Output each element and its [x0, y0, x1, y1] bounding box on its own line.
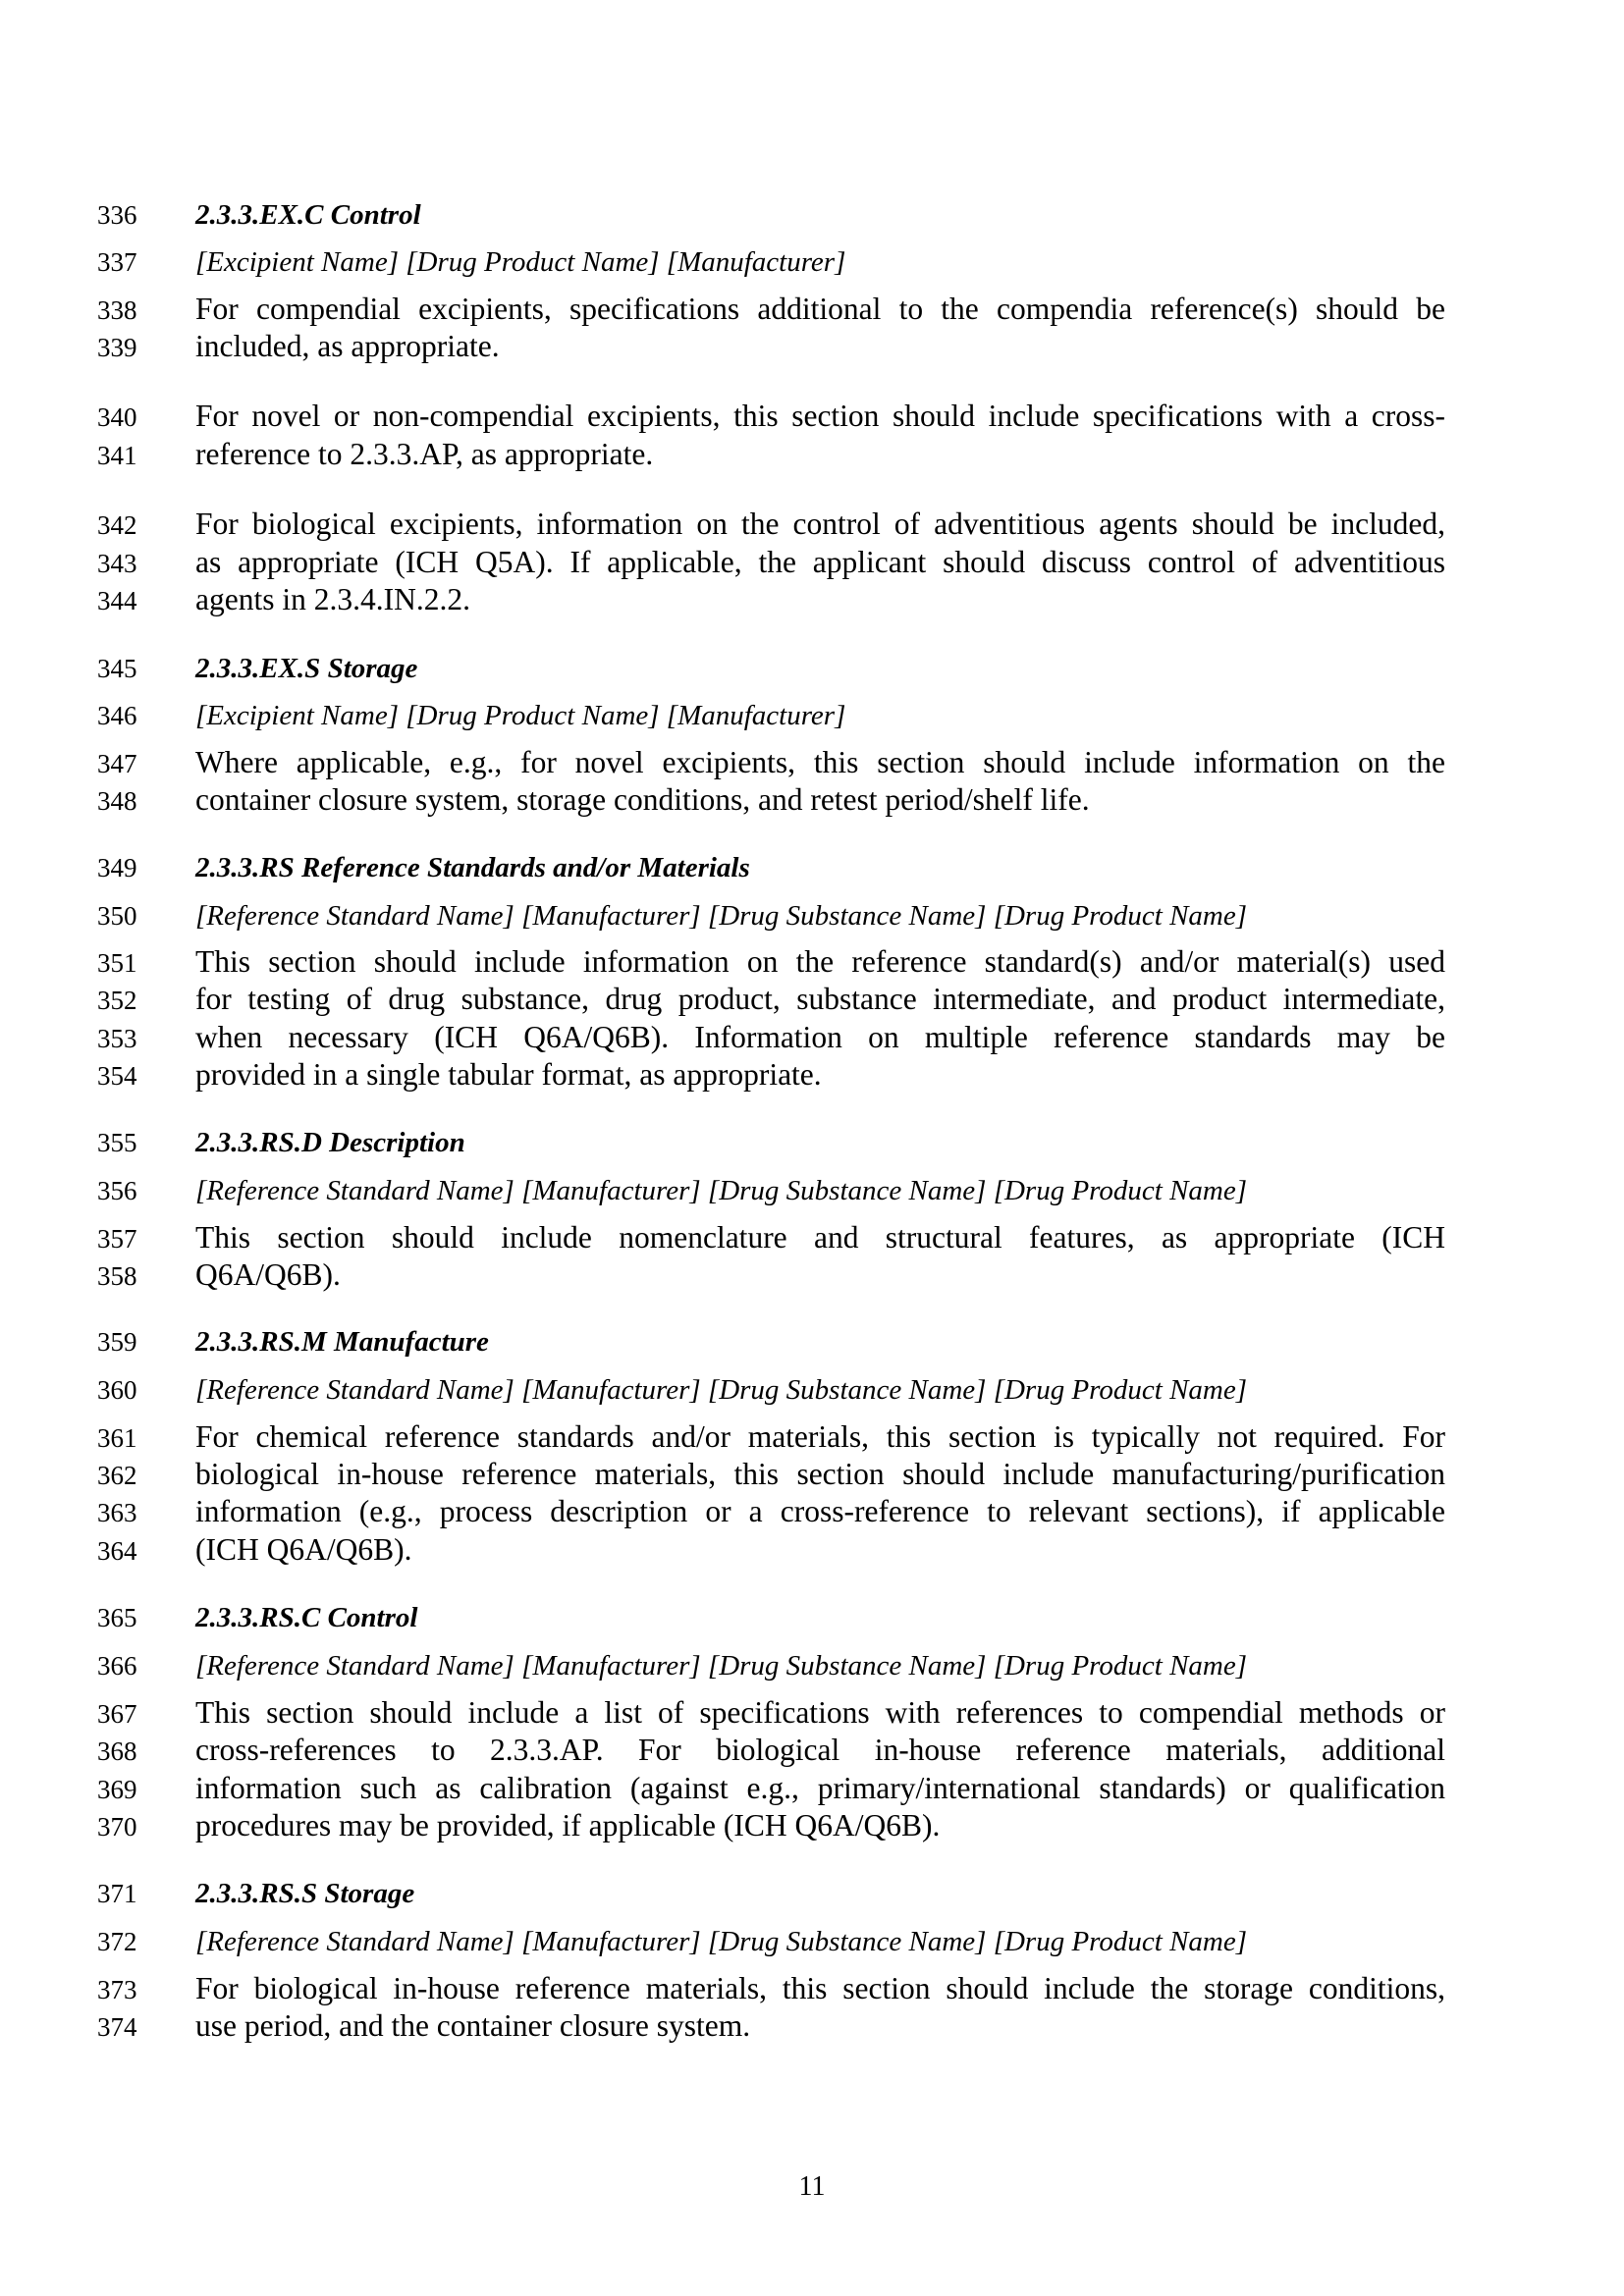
- placeholder-line: [97, 1374, 1472, 1414]
- text-line: [97, 1257, 1472, 1297]
- line-number: 357: [97, 1224, 137, 1254]
- text-line: [97, 1771, 1472, 1810]
- placeholder-line: [97, 700, 1472, 739]
- text-line: [97, 1532, 1472, 1572]
- body-text: For compendial excipients, specifications additional to the compendia reference(s) should be: [195, 292, 1445, 326]
- line-number: 373: [97, 1975, 137, 2004]
- body-text: container closure system, storage conditions, and retest period/shelf life.: [195, 782, 1090, 817]
- section-heading-line: [97, 1602, 1472, 1641]
- body-text: biological in-house reference materials, this section should include manufacturing/purification: [195, 1457, 1445, 1491]
- line-number: 342: [97, 510, 137, 540]
- body-text: cross-references to 2.3.3.AP. For biological in-house reference materials, additional: [195, 1733, 1445, 1767]
- body-text: provided in a single tabular format, as appropriate.: [195, 1057, 822, 1092]
- line-number: 371: [97, 1879, 137, 1908]
- text-line: [97, 1220, 1472, 1259]
- text-line: [97, 1733, 1472, 1772]
- text-line: [97, 1057, 1472, 1096]
- line-number: 346: [97, 701, 137, 730]
- section-heading-line: [97, 1326, 1472, 1365]
- text-line: [97, 2008, 1472, 2048]
- line-number: 366: [97, 1651, 137, 1681]
- line-number: 354: [97, 1061, 137, 1091]
- text-line: [97, 782, 1472, 822]
- line-number: 355: [97, 1128, 137, 1157]
- section-heading: 2.3.3.RS.M Manufacture: [195, 1326, 489, 1358]
- line-number: 353: [97, 1024, 137, 1053]
- placeholder-line: [97, 1926, 1472, 1965]
- line-number: 360: [97, 1375, 137, 1405]
- body-text: For biological in-house reference materials, this section should include the storage conditions,: [195, 1971, 1445, 2005]
- text-line: [97, 1419, 1472, 1459]
- line-number: 339: [97, 333, 137, 362]
- text-line: [97, 982, 1472, 1021]
- line-number: 343: [97, 549, 137, 578]
- text-line: [97, 292, 1472, 331]
- line-number: 368: [97, 1736, 137, 1766]
- text-line: [97, 437, 1472, 476]
- section-heading-line: [97, 1127, 1472, 1166]
- text-line: [97, 745, 1472, 784]
- body-text: For novel or non-compendial excipients, this section should include specifications with a cross-: [195, 399, 1445, 433]
- body-text: For biological excipients, information on the control of adventitious agents should be included,: [195, 507, 1445, 541]
- body-text: reference to 2.3.3.AP, as appropriate.: [195, 437, 654, 471]
- section-heading: 2.3.3.EX.C Control: [195, 199, 421, 231]
- body-text: This section should include a list of specifications with references to compendial methods or: [195, 1695, 1445, 1730]
- section-heading-line: [97, 199, 1472, 239]
- field-placeholders: [Reference Standard Name] [Manufacturer] [Drug Substance Name] [Drug Product Name]: [195, 1650, 1248, 1682]
- section-heading-line: [97, 852, 1472, 891]
- field-placeholders: [Reference Standard Name] [Manufacturer] [Drug Substance Name] [Drug Product Name]: [195, 1926, 1248, 1957]
- placeholder-line: [97, 900, 1472, 939]
- body-text: when necessary (ICH Q6A/Q6B). Information on multiple reference standards may be: [195, 1020, 1445, 1054]
- placeholder-line: [97, 246, 1472, 286]
- line-number: 352: [97, 986, 137, 1015]
- line-number: 361: [97, 1423, 137, 1453]
- placeholder-line: [97, 1650, 1472, 1689]
- body-text: Where applicable, e.g., for novel excipients, this section should include information on the: [195, 745, 1445, 779]
- text-line: [97, 1695, 1472, 1735]
- text-line: [97, 507, 1472, 546]
- section-heading: 2.3.3.RS Reference Standards and/or Materials: [195, 852, 750, 883]
- body-text: as appropriate (ICH Q5A). If applicable, the applicant should discuss control of adventitious: [195, 545, 1445, 579]
- line-number: 347: [97, 749, 137, 778]
- body-text: for testing of drug substance, drug product, substance intermediate, and product intermediate,: [195, 982, 1445, 1016]
- line-number: 344: [97, 586, 137, 615]
- field-placeholders: [Reference Standard Name] [Manufacturer] [Drug Substance Name] [Drug Product Name]: [195, 1374, 1248, 1406]
- body-text: use period, and the container closure system.: [195, 2008, 751, 2043]
- section-heading: 2.3.3.EX.S Storage: [195, 653, 418, 684]
- line-number: 348: [97, 786, 137, 816]
- body-text: This section should include nomenclature and structural features, as appropriate (ICH: [195, 1220, 1445, 1255]
- line-number: 369: [97, 1775, 137, 1804]
- line-number: 364: [97, 1536, 137, 1566]
- line-number: 341: [97, 441, 137, 470]
- line-number: 350: [97, 901, 137, 931]
- section-heading: 2.3.3.RS.C Control: [195, 1602, 418, 1633]
- line-number: 356: [97, 1176, 137, 1205]
- page-number: 11: [798, 2171, 826, 2202]
- body-text: included, as appropriate.: [195, 329, 500, 363]
- line-number: 340: [97, 402, 137, 432]
- body-text: procedures may be provided, if applicable (ICH Q6A/Q6B).: [195, 1808, 941, 1842]
- body-text: (ICH Q6A/Q6B).: [195, 1532, 412, 1567]
- section-heading-line: [97, 1878, 1472, 1917]
- text-line: [97, 1971, 1472, 2010]
- section-heading-line: [97, 653, 1472, 692]
- text-line: [97, 1020, 1472, 1059]
- text-line: [97, 399, 1472, 438]
- field-placeholders: [Excipient Name] [Drug Product Name] [Manufacturer]: [195, 246, 846, 278]
- line-number: 372: [97, 1927, 137, 1956]
- line-number: 370: [97, 1812, 137, 1842]
- line-number: 374: [97, 2012, 137, 2042]
- line-number: 349: [97, 853, 137, 882]
- line-number: 358: [97, 1261, 137, 1291]
- field-placeholders: [Excipient Name] [Drug Product Name] [Manufacturer]: [195, 700, 846, 731]
- text-line: [97, 1494, 1472, 1533]
- body-text: For chemical reference standards and/or materials, this section is typically not required. For: [195, 1419, 1445, 1454]
- placeholder-line: [97, 1175, 1472, 1214]
- body-text: information (e.g., process description or a cross-reference to relevant sections), if applicable: [195, 1494, 1445, 1528]
- body-text: information such as calibration (against e.g., primary/international standards) or qualification: [195, 1771, 1445, 1805]
- line-number: 362: [97, 1461, 137, 1490]
- body-text: agents in 2.3.4.IN.2.2.: [195, 582, 470, 616]
- line-number: 336: [97, 200, 137, 230]
- field-placeholders: [Reference Standard Name] [Manufacturer] [Drug Substance Name] [Drug Product Name]: [195, 900, 1248, 932]
- text-line: [97, 1457, 1472, 1496]
- body-text: Q6A/Q6B).: [195, 1257, 341, 1292]
- text-line: [97, 582, 1472, 621]
- line-number: 359: [97, 1327, 137, 1357]
- text-line: [97, 329, 1472, 368]
- text-line: [97, 944, 1472, 984]
- section-heading: 2.3.3.RS.S Storage: [195, 1878, 415, 1909]
- body-text: This section should include information on the reference standard(s) and/or material(s) used: [195, 944, 1445, 979]
- line-number: 363: [97, 1498, 137, 1527]
- line-number: 337: [97, 247, 137, 277]
- line-number: 367: [97, 1699, 137, 1729]
- line-number: 338: [97, 295, 137, 325]
- line-number: 365: [97, 1603, 137, 1632]
- section-heading: 2.3.3.RS.D Description: [195, 1127, 465, 1158]
- field-placeholders: [Reference Standard Name] [Manufacturer] [Drug Substance Name] [Drug Product Name]: [195, 1175, 1248, 1206]
- text-line: [97, 545, 1472, 584]
- text-line: [97, 1808, 1472, 1847]
- line-number: 345: [97, 654, 137, 683]
- line-number: 351: [97, 948, 137, 978]
